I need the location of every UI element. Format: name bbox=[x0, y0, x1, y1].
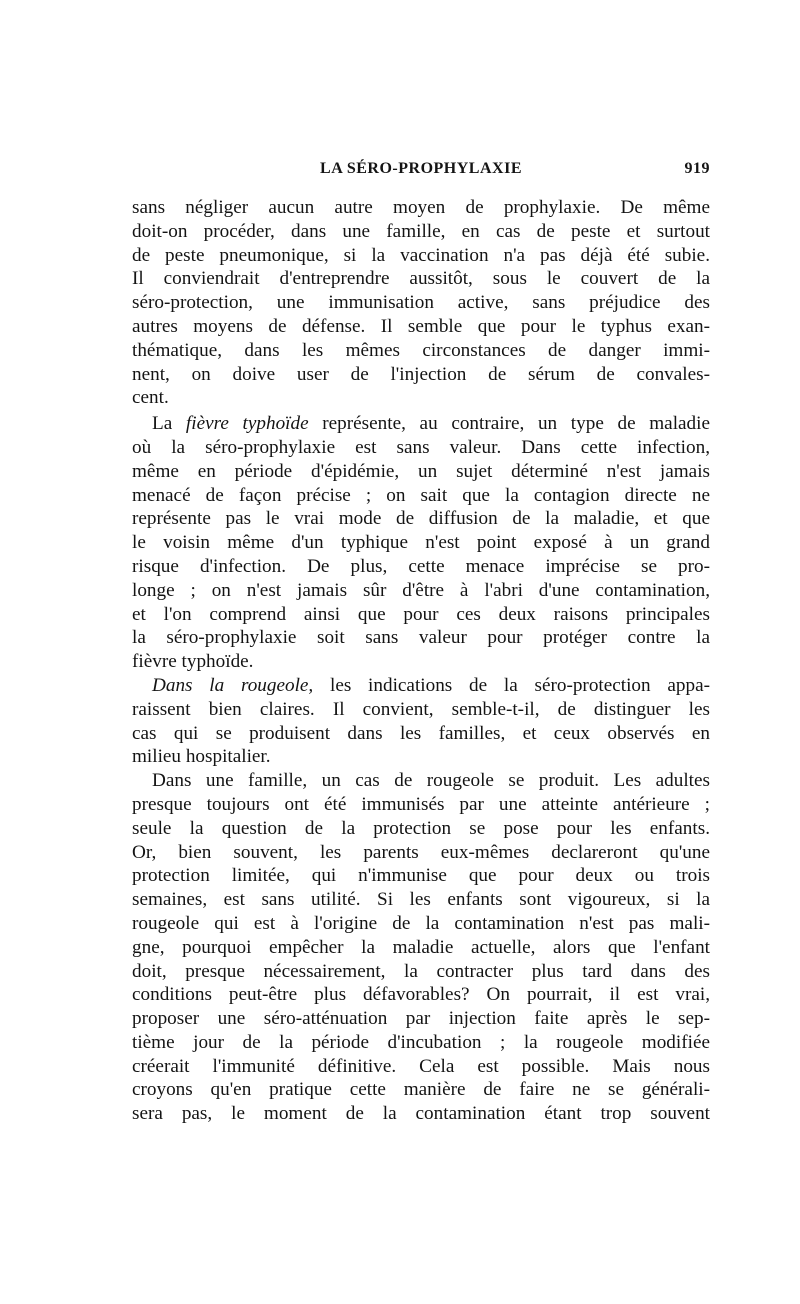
running-head bbox=[132, 160, 710, 184]
text-line: créerait l'immunité définitive. Cela est possible. Mais nous bbox=[132, 1055, 710, 1077]
text-line: protection limitée, qui n'immunise que pour deux ou trois bbox=[132, 865, 710, 887]
text-line: Dans une famille, un cas de rougeole se produit. Les adultes bbox=[152, 770, 710, 792]
text-line: sans négliger aucun autre moyen de prophylaxie. De même bbox=[132, 197, 710, 218]
text-line: presque toujours ont été immunisés par une atteinte antérieure ; bbox=[132, 793, 710, 815]
body-text bbox=[132, 196, 710, 1126]
text-line: conditions peut-être plus défavorables? On pourrait, il est vrai, bbox=[132, 984, 710, 1006]
text-line: Il conviendrait d'entreprendre aussitôt, sous le couvert de la bbox=[132, 268, 710, 290]
page-number: 919 bbox=[684, 160, 710, 177]
text-line: menacé de façon précise ; on sait que la contagion directe ne bbox=[132, 484, 710, 506]
text-line: proposer une séro-atténuation par injection faite après le sep- bbox=[132, 1008, 710, 1030]
text-line: seule la question de la protection se pose pour les enfants. bbox=[132, 817, 710, 839]
paragraph-1 bbox=[132, 196, 710, 410]
text-line: où la séro-prophylaxie est sans valeur. Dans cette infection, bbox=[132, 436, 710, 458]
text-line: cent. bbox=[132, 387, 169, 409]
text-line: risque d'infection. De plus, cette menace imprécise se pro- bbox=[132, 555, 710, 577]
text-line: fièvre typhoïde. bbox=[132, 651, 254, 673]
text-line: sera pas, le moment de la contamination étant trop souvent bbox=[132, 1103, 710, 1125]
text-line-with-italic: Dans la rougeole, les indications de la séro-protection appa- bbox=[152, 674, 710, 696]
text-line: semaines, est sans utilité. Si les enfants sont vigoureux, si la bbox=[132, 889, 710, 911]
text-line: cas qui se produisent dans les familles, et ceux observés en bbox=[132, 722, 710, 744]
text-line: doit-on procéder, dans une famille, en cas de peste et surtout bbox=[132, 220, 710, 242]
paragraph-4 bbox=[132, 769, 710, 1126]
text-line: raissent bien claires. Il convient, semble-t-il, de distinguer les bbox=[132, 698, 710, 720]
italic-phrase: fièvre typhoïde bbox=[185, 413, 309, 435]
text-line: de peste pneumonique, si la vaccination n'a pas déjà été subie. bbox=[132, 244, 710, 266]
italic-phrase: Dans la rougeole, bbox=[152, 674, 314, 696]
text-line: nent, on doive user de l'injection de sérum de convales- bbox=[132, 363, 710, 385]
paragraph-2 bbox=[132, 412, 710, 674]
text-line: Or, bien souvent, les parents eux-mêmes declareront qu'une bbox=[132, 841, 710, 863]
text-line: tième jour de la période d'incubation ; la rougeole modifiée bbox=[132, 1031, 710, 1053]
text-line: doit, presque nécessairement, la contracter plus tard dans des bbox=[132, 960, 710, 982]
text-line: séro-protection, une immunisation active, sans préjudice des bbox=[132, 292, 710, 314]
text-line: rougeole qui est à l'origine de la contamination n'est pas mali- bbox=[132, 912, 710, 934]
text-line: le voisin même d'un typhique n'est point exposé à un grand bbox=[132, 532, 710, 554]
running-title: LA SÉRO-PROPHYLAXIE bbox=[320, 160, 522, 177]
paragraph-3 bbox=[132, 674, 710, 769]
text-line: représente pas le vrai mode de diffusion de la maladie, et que bbox=[132, 508, 710, 530]
text-line: autres moyens de défense. Il semble que pour le typhus exan- bbox=[132, 315, 710, 337]
text-line: thématique, dans les mêmes circonstances de danger immi- bbox=[132, 339, 710, 361]
text-line: croyons qu'en pratique cette manière de faire ne se générali- bbox=[132, 1079, 710, 1101]
text-line: gne, pourquoi empêcher la maladie actuelle, alors que l'enfant bbox=[132, 936, 710, 958]
text-line: et l'on comprend ainsi que pour ces deux raisons principales bbox=[132, 603, 710, 625]
text-line: même en période d'épidémie, un sujet déterminé n'est jamais bbox=[132, 460, 710, 482]
text-line: la séro-prophylaxie soit sans valeur pour protéger contre la bbox=[132, 627, 710, 649]
text-line-with-italic: La fièvre typhoïde représente, au contraire, un type de maladie bbox=[152, 413, 710, 435]
text-line: milieu hospitalier. bbox=[132, 746, 271, 768]
text-line: longe ; on n'est jamais sûr d'être à l'abri d'une contamination, bbox=[132, 579, 710, 601]
